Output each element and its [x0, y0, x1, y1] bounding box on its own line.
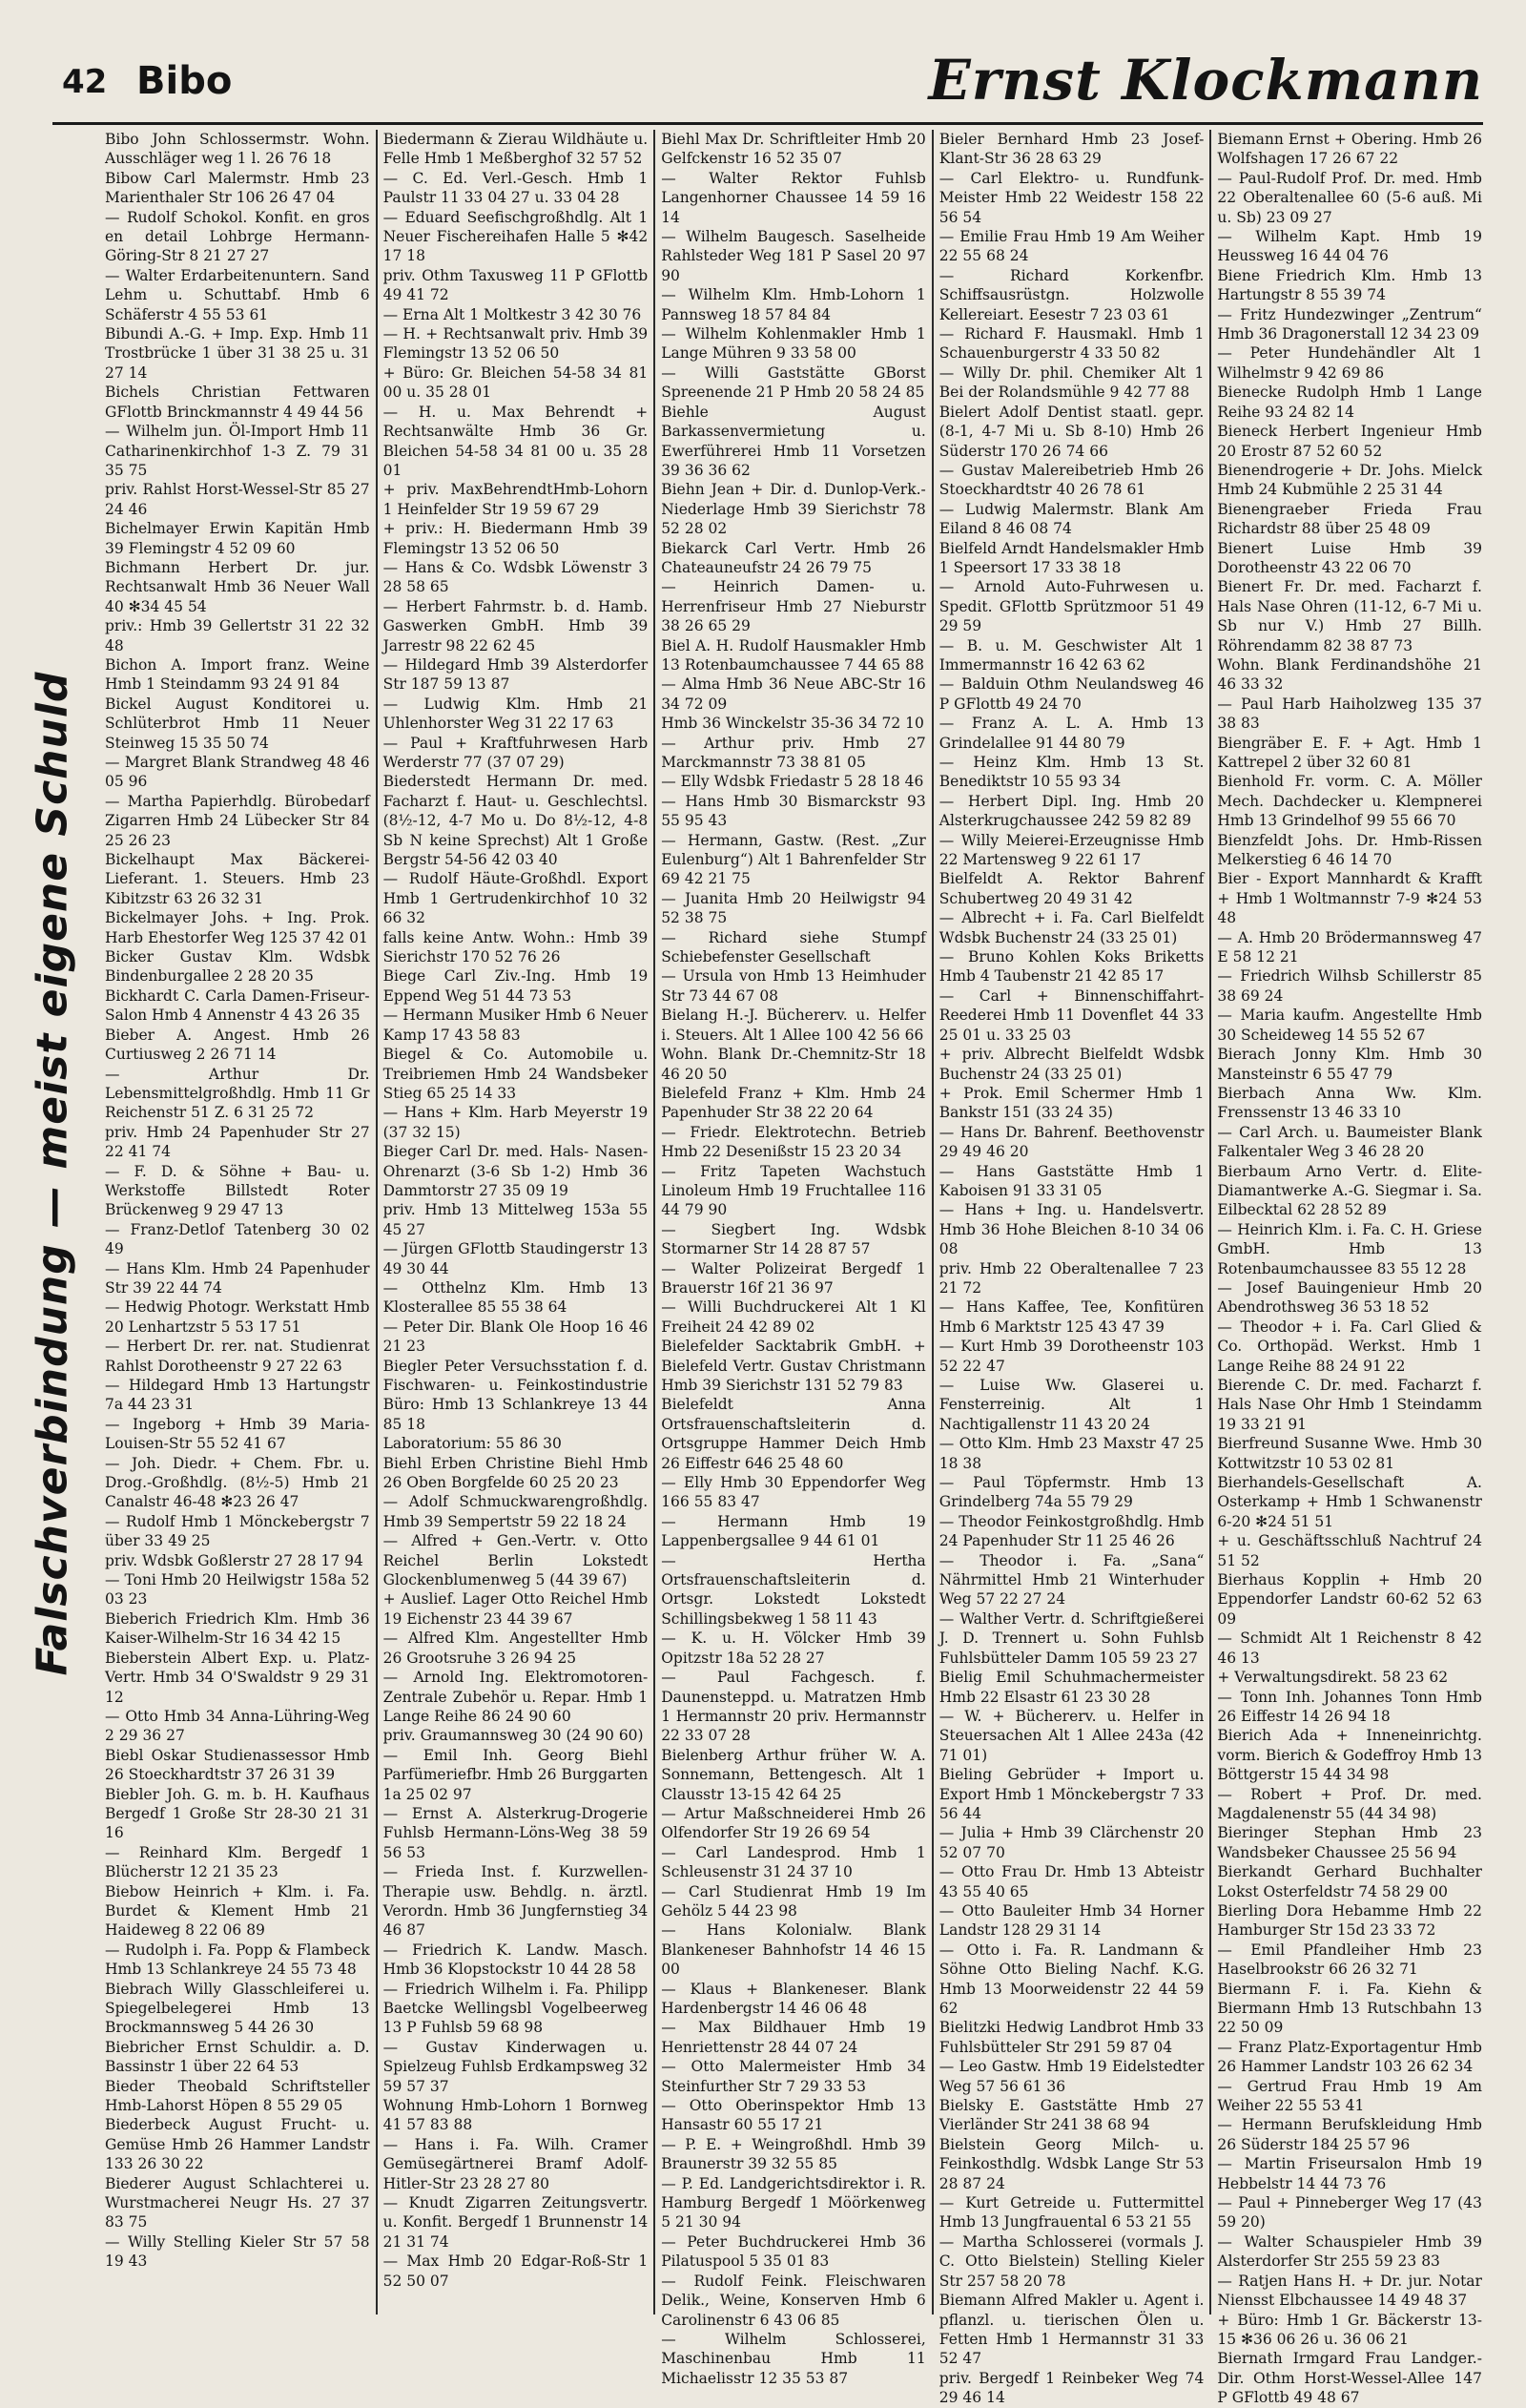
directory-entry: Bichon A. Import franz. Weine Hmb 1 Steindamm 93 24 91 84	[105, 655, 370, 694]
directory-entry: — Eduard Seefischgroßhdlg. Alt 1 Neuer Fischereihafen Halle 5 ✻42 17 18	[382, 208, 649, 265]
directory-entry: — Frieda Inst. f. Kurzwellen-Therapie usw. Behdlg. n. ärztl. Verordn. Hmb 36 Jungfernstieg 34 46 87	[382, 1863, 649, 1940]
directory-entry: Bienendrogerie + Dr. Johs. Mielck Hmb 24 Kubmühle 2 25 31 44	[1217, 461, 1482, 499]
directory-entry: — Otto Bauleiter Hmb 34 Horner Landstr 128 29 31 14	[938, 1901, 1205, 1940]
directory-entry: — A. Hmb 20 Brödermannsweg 47 E 58 12 21	[1217, 928, 1482, 966]
directory-entry: — Elly Hmb 30 Eppendorfer Weg 166 55 83 47	[661, 1474, 926, 1511]
directory-entry: — Richard siehe Stumpf Schiebefenster Gesellschaft	[661, 928, 926, 966]
directory-entry: Biederer August Schlachterei u. Wurstmacherei Neugr Hs. 27 37 83 75	[105, 2174, 370, 2232]
directory-entry: — Heinrich Damen- u. Herrenfriseur Hmb 27 Nieburstr 38 26 65 29	[661, 578, 926, 635]
directory-entry: — Hans Hmb 30 Bismarckstr 93 55 95 43	[661, 792, 926, 830]
directory-entry: Bieberich Friedrich Klm. Hmb 36 Kaiser-Wilhelm-Str 16 34 42 15	[105, 1609, 370, 1648]
directory-entry: — Klaus + Blankeneser. Blank Hardenbergstr 14 46 06 48	[661, 1980, 926, 2017]
directory-entry: Wohn. Blank Ferdinandshöhe 21 46 33 32	[1217, 655, 1482, 694]
directory-entry: Biegler Peter Versuchsstation f. d. Fischwaren- u. Feinkostindustrie Büro: Hmb 13 Schlankreye 13 44 85 18	[382, 1357, 649, 1433]
directory-entry: — Leo Gastw. Hmb 19 Eidelstedter Weg 57 56 61 36	[938, 2058, 1205, 2095]
directory-entry: — Otto Frau Dr. Hmb 13 Abteistr 43 55 40 65	[938, 1863, 1205, 1900]
directory-entry: — Rudolf Schokol. Konfit. en gros en detail Lohbrge Hermann-Göring-Str 8 21 27 27	[105, 208, 370, 265]
directory-entry: — Max Bildhauer Hmb 19 Henriettenstr 28 44 07 24	[661, 2019, 926, 2056]
directory-entry: — Emil Inh. Georg Biehl Parfümeriefbr. Hmb 26 Burggarten 1a 25 02 97	[382, 1746, 649, 1803]
directory-entry: — Schmidt Alt 1 Reichenstr 8 42 46 13	[1217, 1630, 1482, 1667]
directory-entry: — Ludwig Klm. Hmb 21 Uhlenhorster Weg 31 22 17 63	[382, 695, 649, 733]
directory-entry: — Rudolph i. Fa. Popp & Flambeck Hmb 13 Schlankreye 24 55 73 48	[105, 1941, 370, 1979]
page-name: Bibo	[136, 59, 233, 103]
directory-entry: Biel A. H. Rudolf Hausmakler Hmb 13 Rotenbaumchaussee 7 44 65 88	[661, 636, 926, 674]
directory-entry: Bieberstein Albert Exp. u. Platz-Vertr. Hmb 34 O'Swaldstr 9 29 31 12	[105, 1649, 370, 1706]
directory-entry: Biederstedt Hermann Dr. med. Facharzt f. Haut- u. Geschlechtsl. (8½-12, 4-7 Mo u. Do 8½-12, 4-8 Sb N keine Sprechst) Alt 1 Große Bergstr 54-56 42 03 40	[382, 773, 649, 869]
directory-entry: — Tonn Inh. Johannes Tonn Hmb 26 Eiffestr 14 26 94 18	[1217, 1688, 1482, 1725]
directory-entry: Biengräber E. F. + Agt. Hmb 1 Kattrepel 2 über 32 60 81	[1217, 734, 1482, 771]
directory-entry: — Herbert Fahrmstr. b. d. Hamb. Gaswerken GmbH. Hmb 39 Jarrestr 98 22 62 45	[382, 597, 649, 654]
directory-entry: — Franz-Detlof Tatenberg 30 02 49	[105, 1220, 370, 1258]
directory-entry: — Rudolf Feink. Fleischwaren Delik., Weine, Konserven Hmb 6 Carolinenstr 6 43 06 85	[661, 2272, 926, 2329]
directory-entry: Biebler Joh. G. m. b. H. Kaufhaus Bergedf 1 Große Str 28-30 21 31 16	[105, 1785, 370, 1842]
directory-entry: Biebl Oskar Studienassessor Hmb 26 Stoeckhardtstr 37 26 31 39	[105, 1746, 370, 1784]
column-3	[655, 130, 934, 2387]
directory-entry: — Ursula von Hmb 13 Heimhuder Str 73 44 67 08	[661, 967, 926, 1005]
directory-entry: Biehl Max Dr. Schriftleiter Hmb 20 Gelfckenstr 16 52 35 07	[661, 131, 926, 168]
directory-entry: — Josef Bauingenieur Hmb 20 Abendrothsweg 36 53 18 52	[1217, 1278, 1482, 1317]
directory-entry: — Friedr. Elektrotechn. Betrieb Hmb 22 Desenißstr 15 23 20 34	[661, 1123, 926, 1161]
directory-entry: — Carl Studienrat Hmb 19 Im Gehölz 5 44 23 98	[661, 1882, 926, 1920]
directory-entry: Bibow Carl Malermstr. Hmb 23 Marienthaler Str 106 26 47 04	[105, 169, 370, 207]
directory-entry: — Wilhelm Kohlenmakler Hmb 1 Lange Mühren 9 33 58 00	[661, 325, 926, 363]
directory-entry: — Arnold Ing. Elektromotoren-Zentrale Zubehör u. Repar. Hmb 1 Lange Reihe 86 24 90 60	[382, 1669, 649, 1725]
directory-entry: — Wilhelm Baugesch. Saselheide Rahlsteder Weg 181 P Sasel 20 97 90	[661, 228, 926, 284]
directory-entry: Bier - Export Mannhardt & Krafft + Hmb 1 Woltmannstr 7-9 ✻24 53 48	[1217, 870, 1482, 927]
directory-entry: Bieler Bernhard Hmb 23 Josef-Klant-Str 36 28 63 29	[938, 131, 1205, 168]
directory-entry: — Richard Korkenfbr. Schiffsausrüstgn. Holzwolle Kellereiart. Eesestr 7 23 03 61	[938, 266, 1205, 323]
directory-entry: — Paul-Rudolf Prof. Dr. med. Hmb 22 Oberaltenallee 60 (5-6 auß. Mi u. Sb) 23 09 27	[1217, 169, 1482, 226]
directory-entry: — Rudolf Hmb 1 Mönckebergstr 7 über 33 49 25	[105, 1512, 370, 1550]
directory-entry: — Otthelnz Klm. Hmb 13 Klosterallee 85 55 38 64	[382, 1278, 649, 1317]
directory-entry: — Hermann Hmb 19 Lappenbergsallee 9 44 61 01	[661, 1512, 926, 1550]
directory-entry: — Artur Maßschneiderei Hmb 26 Olfendorfer Str 19 26 69 54	[661, 1804, 926, 1842]
directory-entry: — Reinhard Klm. Bergedf 1 Blücherstr 12 21 35 23	[105, 1843, 370, 1881]
directory-entry: — Hans + Klm. Harb Meyerstr 19 (37 32 15)	[382, 1104, 649, 1141]
directory-entry: Bienecke Rudolph Hmb 1 Lange Reihe 93 24 82 14	[1217, 384, 1482, 421]
directory-entry: — Elly Wdsbk Friedastr 5 28 18 46	[661, 773, 924, 791]
directory-entry: Bielefelder Sacktabrik GmbH. + Bielefeld Vertr. Gustav Christmann Hmb 39 Sierichstr 131 52 79 83	[661, 1338, 926, 1394]
directory-entry: Bierbaum Arno Vertr. d. Elite-Diamantwerke A.-G. Siegmar i. Sa. Eilbecktal 62 28 52 89	[1217, 1162, 1482, 1219]
directory-entry: — Paul + Kraftfuhrwesen Harb Werderstr 77 (37 07 29)	[382, 734, 649, 771]
directory-entry: Biedermann & Zierau Wildhäute u. Felle Hmb 1 Meßberghof 32 57 52	[382, 131, 649, 168]
directory-entry: — Siegbert Ing. Wdsbk Stormarner Str 14 28 87 57	[661, 1220, 926, 1258]
directory-entry: — Willy Meierei-Erzeugnisse Hmb 22 Martensweg 9 22 61 17	[938, 831, 1205, 869]
directory-entry: + u. Geschäftsschluß Nachtruf 24 51 52	[1217, 1532, 1482, 1569]
directory-entry: — Franz A. L. A. Hmb 13 Grindelallee 91 44 80 79	[938, 715, 1205, 752]
directory-entry: — Joh. Diedr. + Chem. Fbr. u. Drog.-Großhdlg. (8½-5) Hmb 21 Canalstr 46-48 ✻23 26 47	[105, 1454, 370, 1511]
directory-entry: — Hermann Musiker Hmb 6 Neuer Kamp 17 43 58 83	[382, 1007, 649, 1044]
directory-entry: Wohn. Blank Dr.-Chemnitz-Str 18 46 20 50	[661, 1046, 926, 1083]
directory-entry: — Herbert Dipl. Ing. Hmb 20 Alsterkrugchaussee 242 59 82 89	[938, 792, 1205, 830]
directory-entry: Biene Friedrich Klm. Hmb 13 Hartungstr 8 55 39 74	[1217, 266, 1482, 304]
directory-entry: — Jürgen GFlottb Staudingerstr 13 49 30 44	[382, 1240, 649, 1277]
directory-entry: Bierkandt Gerhard Buchhalter Lokst Osterfeldstr 74 58 29 00	[1217, 1863, 1482, 1900]
directory-entry: falls keine Antw. Wohn.: Hmb 39 Sierichstr 170 52 76 26	[382, 928, 649, 966]
directory-entry: — Peter Buchdruckerei Hmb 36 Pilatuspool 5 35 01 83	[661, 2232, 926, 2271]
directory-entry: — Carl Arch. u. Baumeister Blank Falkentaler Weg 3 46 28 20	[1217, 1123, 1482, 1161]
directory-entry: Biemann Alfred Makler u. Agent i. pflanzl. u. tierischen Ölen u. Fetten Hmb 1 Hermannstr 31 33 52 47	[938, 2292, 1205, 2368]
directory-entry: — Otto Malermeister Hmb 34 Steinfurther Str 7 29 33 53	[661, 2058, 926, 2095]
directory-entry: — Paul + Pinneberger Weg 17 (43 59 20)	[1217, 2194, 1482, 2232]
directory-entry: Bibundi A.-G. + Imp. Exp. Hmb 11 Trostbrücke 1 über 31 38 25 u. 31 27 14	[105, 325, 370, 382]
directory-entry: Bickel August Konditorei u. Schlüterbrot Hmb 11 Neuer Steinweg 15 35 50 74	[105, 695, 370, 752]
directory-entry: — Walter Schauspieler Hmb 39 Alsterdorfer Str 255 59 23 83	[1217, 2232, 1482, 2271]
directory-entry: — Willy Dr. phil. Chemiker Alt 1 Bei der Rolandsmühle 9 42 77 88	[938, 363, 1205, 402]
directory-entry: — Willi Buchdruckerei Alt 1 Kl Freiheit 24 42 89 02	[661, 1298, 926, 1336]
directory-entry: + priv. MaxBehrendtHmb-Lohorn 1 Heinfelder Str 19 59 67 29	[382, 481, 649, 518]
page-number: 42	[62, 63, 108, 101]
directory-entry: Bienengraeber Frieda Frau Richardstr 88 über 25 48 09	[1217, 500, 1482, 538]
directory-entry: — Fritz Hundezwinger „Zentrum“ Hmb 36 Dragonerstall 12 34 23 09	[1217, 305, 1482, 343]
directory-entry: — Hermann, Gastw. (Rest. „Zur Eulenburg“) Alt 1 Bahrenfelder Str 69 42 21 75	[661, 831, 926, 888]
directory-entry: — Toni Hmb 20 Heilwigstr 158a 52 03 23	[105, 1571, 370, 1609]
directory-entry: — Paul Fachgesch. f. Daunensteppd. u. Matratzen Hmb 1 Hermannstr 20 priv. Hermannstr 22 33 07 28	[661, 1669, 926, 1745]
directory-entry: priv. Rahlst Horst-Wessel-Str 85 27 24 46	[105, 481, 370, 518]
directory-entry: — P. Ed. Landgerichtsdirektor i. R. Hamburg Bergedf 1 Möörkenweg 5 21 30 94	[661, 2174, 926, 2232]
directory-entry: Bielsky E. Gaststätte Hmb 27 Vierländer Str 241 38 68 94	[938, 2097, 1205, 2134]
directory-entry: Bierbach Anna Ww. Klm. Frenssenstr 13 46 33 10	[1217, 1084, 1482, 1122]
column-5	[1211, 130, 1488, 2407]
directory-entry: — Rudolf Häute-Großhdl. Export Hmb 1 Gertrudenkirchhof 10 32 66 32	[382, 870, 649, 927]
directory-entry: — Friedrich Wilhelm i. Fa. Philipp Baetcke Wellingsbl Vogelbeerweg 13 P Fuhlsb 59 68 98	[382, 1980, 649, 2037]
directory-entry: — Hildegard Hmb 39 Alsterdorfer Str 187 59 13 87	[382, 655, 649, 694]
directory-entry: — Hans Dr. Bahrenf. Beethovenstr 29 49 46 20	[938, 1123, 1205, 1161]
directory-entry: Bierfreund Susanne Wwe. Hmb 30 Kottwitzstr 10 53 02 81	[1217, 1435, 1482, 1472]
directory-entry: — Julia + Hmb 39 Clärchenstr 20 52 07 70	[938, 1824, 1205, 1861]
directory-entry: — Martha Schlosserei (vormals J. C. Otto Bielstein) Stelling Kieler Str 257 58 20 78	[938, 2232, 1205, 2290]
column-2	[378, 130, 656, 2315]
directory-entry: — Bruno Kohlen Koks Briketts Hmb 4 Taubenstr 21 42 85 17	[938, 948, 1205, 986]
directory-entry: — Hildegard Hmb 13 Hartungstr 7a 44 23 31	[105, 1377, 370, 1414]
directory-entry: — Hermann Berufskleidung Hmb 26 Süderstr 184 25 57 96	[1217, 2116, 1482, 2153]
directory-entry: — H. + Rechtsanwalt priv. Hmb 39 Flemingstr 13 52 06 50	[382, 325, 649, 363]
directory-entry: — Max Hmb 20 Edgar-Roß-Str 1 52 50 07	[382, 2252, 649, 2290]
directory-entry: — Balduin Othm Neulandsweg 46 P GFlottb 49 24 70	[938, 675, 1205, 713]
directory-entry: Bienzfeldt Johs. Dr. Hmb-Rissen Melkerstieg 6 46 14 70	[1217, 831, 1482, 869]
directory-entry: Biebow Heinrich + Klm. i. Fa. Burdet & Klement Hmb 21 Haideweg 8 22 06 89	[105, 1882, 370, 1940]
directory-entry: + Büro: Gr. Bleichen 54-58 34 81 00 u. 35 28 01	[382, 363, 649, 402]
directory-entry: Biehle August Barkassenvermietung u. Ewerführerei Hmb 11 Vorsetzen 39 36 36 62	[661, 403, 926, 479]
directory-entry: Bielfeld Arndt Handelsmakler Hmb 1 Speersort 17 33 38 18	[938, 539, 1205, 576]
directory-entry: — Paul Töpfermstr. Hmb 13 Grindelberg 74a 55 79 29	[938, 1474, 1205, 1511]
directory-entry: Bielitzki Hedwig Landbrot Hmb 33 Fuhlsbütteler Str 291 59 87 04	[938, 2019, 1205, 2056]
directory-entry: Bicker Gustav Klm. Wdsbk Bindenburgallee 2 28 20 35	[105, 948, 370, 986]
directory-entry: — Maria kaufm. Angestellte Hmb 30 Scheideweg 14 55 52 67	[1217, 1007, 1482, 1044]
directory-entry: Bickelmayer Johs. + Ing. Prok. Harb Ehestorfer Weg 125 37 42 01	[105, 909, 370, 946]
directory-entry: — P. E. + Weingroßhdl. Hmb 39 Braunerstr 39 32 55 85	[661, 2135, 926, 2173]
directory-entry: — Ratjen Hans H. + Dr. jur. Notar Niensst Elbchaussee 14 49 48 37	[1217, 2272, 1482, 2310]
directory-entry: Bierach Jonny Klm. Hmb 30 Mansteinstr 6 55 47 79	[1217, 1046, 1482, 1083]
directory-entry: — Richard F. Hausmakl. Hmb 1 Schauenburgerstr 4 33 50 82	[938, 325, 1205, 363]
directory-entry: — Hans Gaststätte Hmb 1 Kaboisen 91 33 31 05	[938, 1162, 1205, 1199]
directory-entry: Bierhaus Kopplin + Hmb 20 Eppendorfer Landstr 60-62 52 63 09	[1217, 1571, 1482, 1628]
directory-entry: Bierling Dora Hebamme Hmb 22 Hamburger Str 15d 23 33 72	[1217, 1901, 1482, 1940]
directory-entry: — Willi Gaststätte GBorst Spreenende 21 P Hmb 20 58 24 85	[661, 363, 926, 402]
directory-entry: — Walter Rektor Fuhlsb Langenhorner Chaussee 14 59 16 14	[661, 169, 926, 226]
directory-entry: — Hertha Ortsfrauenschaftsleiterin d. Ortsgr. Lokstedt Lokstedt Schillingsbekweg 1 58 11 43	[661, 1551, 926, 1628]
directory-entry: — Hedwig Photogr. Werkstatt Hmb 20 Lenhartzstr 5 53 17 51	[105, 1298, 370, 1336]
directory-entry: — Walther Vertr. d. Schriftgießerei J. D. Trennert u. Sohn Fuhlsb Fuhlsbütteler Damm 105 59 23 27	[938, 1609, 1205, 1667]
directory-entry: — Carl Landesprod. Hmb 1 Schleusenstr 31 24 37 10	[661, 1843, 926, 1881]
directory-entry: — Heinz Klm. Hmb 13 St. Benediktstr 10 55 93 34	[938, 754, 1205, 791]
directory-entry: + Verwaltungsdirekt. 58 23 62	[1217, 1669, 1449, 1687]
directory-entry: Bickelhaupt Max Bäckerei-Lieferant. 1. Steuers. Hmb 23 Kibitzstr 63 26 32 31	[105, 851, 370, 907]
directory-entry: — Emil Pfandleiher Hmb 23 Haselbrookstr 66 26 32 71	[1217, 1941, 1482, 1979]
directory-entry: — Knudt Zigarren Zeitungsvertr. u. Konfit. Bergedf 1 Brunnenstr 14 21 31 74	[382, 2194, 649, 2251]
directory-columns	[57, 130, 1488, 2407]
directory-entry: — Otto Klm. Hmb 23 Maxstr 47 25 18 38	[938, 1435, 1205, 1472]
directory-entry: priv. Hmb 24 Papenhuder Str 27 22 41 74	[105, 1123, 370, 1161]
directory-entry: — Friedrich K. Landw. Masch. Hmb 36 Klopstockstr 10 44 28 58	[382, 1941, 649, 1979]
directory-entry: Bieringer Stephan Hmb 23 Wandsbeker Chaussee 25 56 94	[1217, 1824, 1482, 1861]
directory-entry: — Arnold Auto-Fuhrwesen u. Spedit. GFlottb Sprützmoor 51 49 29 59	[938, 578, 1205, 635]
directory-entry: + Büro: Hmb 1 Gr. Bäckerstr 13-15 ✻36 06 26 u. 36 06 21	[1217, 2311, 1482, 2348]
directory-entry: — Herbert Dr. rer. nat. Studienrat Rahlst Dorotheenstr 9 27 22 63	[105, 1338, 370, 1375]
directory-entry: — Alma Hmb 36 Neue ABC-Str 16 34 72 09	[661, 675, 926, 713]
directory-entry: — Otto Oberinspektor Hmb 13 Hansastr 60 55 17 21	[661, 2097, 926, 2134]
directory-entry: Bielenberg Arthur früher W. A. Sonnemann, Bettengesch. Alt 1 Clausstr 13-15 42 64 25	[661, 1746, 926, 1803]
directory-entry: — Hans & Co. Wdsbk Löwenstr 3 28 58 65	[382, 558, 649, 596]
directory-entry: — Theodor i. Fa. „Sana“ Nährmittel Hmb 21 Winterhuder Weg 57 22 27 24	[938, 1551, 1205, 1609]
directory-entry: Biebrach Willy Glasschleiferei u. Spiegelbelegerei Hmb 13 Brockmannsweg 5 44 26 30	[105, 1980, 370, 2037]
directory-entry: — Theodor Feinkostgroßhdlg. Hmb 24 Papenhuder Str 11 25 46 26	[938, 1512, 1205, 1550]
directory-entry: Bierich Ada + Inneneinrichtg. vorm. Bierich & Godeffroy Hmb 13 Böttgerstr 15 44 34 98	[1217, 1727, 1482, 1784]
directory-entry: Bielang H.-J. Büchererv. u. Helfer i. Steuers. Alt 1 Allee 100 42 56 66	[661, 1007, 926, 1044]
directory-entry: — Walter Polizeirat Bergedf 1 Brauerstr 16f 21 36 97	[661, 1259, 926, 1297]
directory-entry: — Wilhelm Schlosserei, Maschinenbau Hmb 11 Michaelisstr 12 35 53 87	[661, 2330, 926, 2387]
directory-entry: — Otto Hmb 34 Anna-Lühring-Weg 2 29 36 27	[105, 1707, 370, 1745]
directory-entry: — C. Ed. Verl.-Gesch. Hmb 1 Paulstr 11 33 04 27 u. 33 04 28	[382, 169, 649, 207]
directory-entry: — Martha Papierhdlg. Bürobedarf Zigarren Hmb 24 Lübecker Str 84 25 26 23	[105, 792, 370, 849]
directory-entry: — Gustav Malereibetrieb Hmb 26 Stoeckhardtstr 40 26 78 61	[938, 461, 1205, 499]
directory-entry: — Heinrich Klm. i. Fa. C. H. Griese GmbH. Hmb 13 Rotenbaumchaussee 83 55 12 28	[1217, 1220, 1482, 1277]
directory-entry: — Theodor + i. Fa. Carl Glied & Co. Orthopäd. Werkst. Hmb 1 Lange Reihe 88 24 91 22	[1217, 1318, 1482, 1375]
directory-entry: Bielstein Georg Milch- u. Feinkosthdlg. Wdsbk Lange Str 53 28 87 24	[938, 2135, 1205, 2192]
directory-entry: Bichels Christian Fettwaren GFlottb Brinckmannstr 4 49 44 56	[105, 384, 370, 421]
directory-entry: — Martin Friseursalon Hmb 19 Hebbelstr 14 44 73 76	[1217, 2155, 1482, 2192]
directory-entry: — Albrecht + i. Fa. Carl Bielfeldt Wdsbk Buchenstr 24 (33 25 01)	[938, 909, 1205, 946]
directory-entry: — Luise Ww. Glaserei u. Fensterreinig. Alt 1 Nachtigallenstr 11 43 20 24	[938, 1377, 1205, 1433]
directory-entry: — Hans Kolonialw. Blank Blankeneser Bahnhofstr 14 46 15 00	[661, 1921, 926, 1979]
directory-entry: — Alfred Klm. Angestellter Hmb 26 Grootsruhe 3 26 94 25	[382, 1630, 649, 1667]
directory-entry: Biernath Irmgard Frau Landger.-Dir. Othm Horst-Wessel-Allee 147 P GFlottb 49 48 67	[1217, 2350, 1482, 2407]
side-ad-text: Falschverbindung — meist eigene Schuld	[28, 671, 77, 1676]
directory-entry: Hmb 36 Winckelstr 35-36 34 72 10	[661, 715, 924, 733]
directory-entry: + Prok. Emil Schermer Hmb 1 Bankstr 151 (33 24 35)	[938, 1084, 1205, 1122]
directory-entry: + priv. Albrecht Bielfeldt Wdsbk Buchenstr 24 (33 25 01)	[938, 1046, 1205, 1083]
directory-entry: — Peter Dir. Blank Ole Hoop 16 46 21 23	[382, 1318, 649, 1356]
column-1	[57, 130, 378, 2315]
directory-entry: — Ludwig Malermstr. Blank Am Eiland 8 46 08 74	[938, 500, 1205, 538]
directory-entry: — Arthur priv. Hmb 27 Marckmannstr 73 38 81 05	[661, 734, 926, 771]
directory-entry: Biekarck Carl Vertr. Hmb 26 Chateauneufstr 24 26 79 75	[661, 539, 926, 576]
directory-entry: Bielefeld Franz + Klm. Hmb 24 Papenhuder Str 38 22 20 64	[661, 1084, 926, 1122]
directory-entry: — Kurt Hmb 39 Dorotheenstr 103 52 22 47	[938, 1338, 1205, 1375]
directory-entry: priv.: Hmb 39 Gellertstr 31 22 32 48	[105, 617, 370, 654]
directory-entry: — Gertrud Frau Hmb 19 Am Weiher 22 55 53 41	[1217, 2077, 1482, 2115]
directory-entry: — Paul Harb Haiholzweg 135 37 38 83	[1217, 695, 1482, 733]
directory-entry: priv. Wdsbk Goßlerstr 27 28 17 94	[105, 1551, 363, 1569]
directory-entry: Biehn Jean + Dir. d. Dunlop-Verk.-Niederlage Hmb 39 Sierichstr 78 52 28 02	[661, 481, 926, 538]
directory-entry: — F. D. & Söhne + Bau- u. Werkstoffe Billstedt Roter Brückenweg 9 29 47 13	[105, 1162, 370, 1219]
directory-entry: Bickhardt C. Carla Damen-Friseur-Salon Hmb 4 Annenstr 4 43 26 35	[105, 986, 370, 1025]
directory-entry: Bieling Gebrüder + Import u. Export Hmb 1 Mönckebergstr 7 33 56 44	[938, 1766, 1205, 1822]
directory-entry: Bieder Theobald Schriftsteller Hmb-Lahorst Höpen 8 55 29 05	[105, 2077, 370, 2115]
directory-entry: — Hans + Ing. u. Handelsvertr. Hmb 36 Hohe Bleichen 8-10 34 06 08	[938, 1201, 1205, 1258]
directory-entry: Bienhold Fr. vorm. C. A. Möller Mech. Dachdecker u. Klempnerei Hmb 13 Grindelhof 99 55 66 70	[1217, 773, 1482, 830]
directory-entry: Bieneck Herbert Ingenieur Hmb 20 Erostr 87 52 60 52	[1217, 423, 1482, 460]
directory-entry: Biegel & Co. Automobile u. Treibriemen Hmb 24 Wandsbeker Stieg 65 25 14 33	[382, 1046, 649, 1102]
directory-entry: priv. Graumannsweg 30 (24 90 60)	[382, 1727, 644, 1745]
directory-entry: Biederbeck August Frucht- u. Gemüse Hmb 26 Hammer Landstr 133 26 30 22	[105, 2116, 370, 2173]
directory-entry: Bienert Fr. Dr. med. Facharzt f. Hals Nase Ohren (11-12, 6-7 Mi u. Sb nur V.) Hmb 27 Billh. Röhrendamm 82 38 87 73	[1217, 578, 1482, 654]
directory-entry: — Otto i. Fa. R. Landmann & Söhne Otto Bieling Nachf. K.G. Hmb 13 Moorweidenstr 22 44 59 62	[938, 1941, 1205, 2017]
directory-entry: — Walter Erdarbeitenuntern. Sand Lehm u. Schuttabf. Hmb 6 Schäferstr 4 55 53 61	[105, 266, 370, 323]
directory-entry: Bibo John Schlossermstr. Wohn. Ausschläger weg 1 l. 26 76 18	[105, 131, 370, 168]
directory-entry: — Hans Kaffee, Tee, Konfitüren Hmb 6 Marktstr 125 43 47 39	[938, 1298, 1205, 1336]
directory-entry: Bieber A. Angest. Hmb 26 Curtiusweg 2 26 71 14	[105, 1026, 370, 1064]
directory-entry: Bielig Emil Schuhmachermeister Hmb 22 Elsastr 61 23 30 28	[938, 1669, 1205, 1706]
directory-entry: Bierhandels-Gesellschaft A. Osterkamp + Hmb 1 Schwanenstr 6-20 ✻24 51 51	[1217, 1474, 1482, 1530]
column-4	[934, 130, 1212, 2407]
logo-wordmark: Ernst Klockmann	[928, 48, 1483, 113]
directory-entry: — Juanita Hmb 20 Heilwigstr 94 52 38 75	[661, 889, 926, 927]
directory-entry: Laboratorium: 55 86 30	[382, 1435, 562, 1453]
directory-entry: Wohnung Hmb-Lohorn 1 Bornweg 41 57 83 88	[382, 2097, 649, 2134]
directory-entry: — Wilhelm jun. Öl-Import Hmb 11 Catharinenkirchhof 1-3 Z. 79 31 35 75	[105, 423, 370, 479]
directory-entry: — Friedrich Wilhsb Schillerstr 85 38 69 24	[1217, 967, 1482, 1005]
directory-entry: — Arthur Dr. Lebensmittelgroßhdlg. Hmb 11 Gr Reichenstr 51 Z. 6 31 25 72	[105, 1065, 370, 1122]
directory-entry: — Emilie Frau Hmb 19 Am Weiher 22 55 68 24	[938, 228, 1205, 265]
directory-entry: priv. Bergedf 1 Reinbeker Weg 74 29 46 14	[938, 2369, 1205, 2407]
directory-entry: Bieger Carl Dr. med. Hals- Nasen- Ohrenarzt (3-6 Sb 1-2) Hmb 36 Dammtorstr 27 35 09 19	[382, 1143, 649, 1199]
directory-entry: — Willy Stelling Kieler Str 57 58 19 43	[105, 2232, 370, 2271]
directory-entry: — Wilhelm Klm. Hmb-Lohorn 1 Pannsweg 18 57 84 84	[661, 286, 926, 323]
directory-entry: — Hans i. Fa. Wilh. Cramer Gemüsegärtnerei Bramf Adolf-Hitler-Str 23 28 27 80	[382, 2135, 649, 2192]
directory-entry: priv. Hmb 22 Oberaltenallee 7 23 21 72	[938, 1259, 1205, 1297]
directory-entry: Biebricher Ernst Schuldir. a. D. Bassinstr 1 über 22 64 53	[105, 2038, 370, 2076]
directory-entry: — Fritz Tapeten Wachstuch Linoleum Hmb 19 Fruchtallee 116 44 79 90	[661, 1162, 926, 1219]
directory-entry: Bichelmayer Erwin Kapitän Hmb 39 Flemingstr 4 52 09 60	[105, 520, 370, 557]
directory-entry: Biemann Ernst + Obering. Hmb 26 Wolfshagen 17 26 67 22	[1217, 131, 1482, 168]
directory-entry: priv. Hmb 13 Mittelweg 153a 55 45 27	[382, 1201, 649, 1238]
directory-entry: + priv.: H. Biedermann Hmb 39 Flemingstr 13 52 06 50	[382, 520, 649, 557]
directory-entry: Biehl Erben Christine Biehl Hmb 26 Oben Borgfelde 60 25 20 23	[382, 1454, 649, 1492]
directory-entry: — Margret Blank Strandweg 48 46 05 96	[105, 754, 370, 791]
directory-entry: — Hans Klm. Hmb 24 Papenhuder Str 39 22 44 74	[105, 1259, 370, 1297]
directory-entry: — Carl Elektro- u. Rundfunk-Meister Hmb 22 Weidestr 158 22 56 54	[938, 169, 1205, 226]
directory-entry: Bichmann Herbert Dr. jur. Rechtsanwalt Hmb 36 Neuer Wall 40 ✻34 45 54	[105, 558, 370, 615]
directory-entry: Bielefeldt Anna Ortsfrauenschaftsleiterin d. Ortsgruppe Hammer Deich Hmb 26 Eiffestr 646 25 48 60	[661, 1396, 926, 1472]
directory-entry: — Adolf Schmuckwarengroßhdlg. Hmb 39 Sempertstr 59 22 18 24	[382, 1493, 649, 1530]
directory-entry: — B. u. M. Geschwister Alt 1 Immermannstr 16 42 63 62	[938, 636, 1205, 674]
directory-entry: — Alfred + Gen.-Vertr. v. Otto Reichel Berlin Lokstedt Glockenblumenweg 5 (44 39 67)	[382, 1532, 649, 1589]
directory-entry: — K. u. H. Völcker Hmb 39 Opitzstr 18a 52 28 27	[661, 1630, 926, 1667]
directory-entry: — Peter Hundehändler Alt 1 Wilhelmstr 9 42 69 86	[1217, 344, 1482, 382]
directory-entry: — W. + Büchererv. u. Helfer in Steuersachen Alt 1 Allee 243a (42 71 01)	[938, 1707, 1205, 1764]
directory-entry: — Kurt Getreide u. Futtermittel Hmb 13 Jungfrauental 6 53 21 55	[938, 2194, 1205, 2232]
directory-entry: — Carl + Binnenschiffahrt-Reederei Hmb 11 Dovenflet 44 33 25 01 u. 33 25 03	[938, 986, 1205, 1044]
page-header	[52, 48, 1483, 125]
directory-entry: Bienert Luise Hmb 39 Dorotheenstr 43 22 06 70	[1217, 539, 1482, 576]
directory-entry: — Franz Platz-Exportagentur Hmb 26 Hammer Landstr 103 26 62 34	[1217, 2038, 1482, 2076]
directory-entry: Biege Carl Ziv.-Ing. Hmb 19 Eppend Weg 51 44 73 53	[382, 967, 649, 1005]
directory-entry: — H. u. Max Behrendt + Rechtsanwälte Hmb 36 Gr. Bleichen 54-58 34 81 00 u. 35 28 01	[382, 403, 649, 479]
directory-entry: Bierende C. Dr. med. Facharzt f. Hals Nase Ohr Hmb 1 Steindamm 19 33 21 91	[1217, 1377, 1482, 1433]
directory-entry: — Robert + Prof. Dr. med. Magdalenenstr 55 (44 34 98)	[1217, 1785, 1482, 1822]
directory-entry: — Gustav Kinderwagen u. Spielzeug Fuhlsb Erdkampsweg 32 59 57 37	[382, 2038, 649, 2095]
directory-entry: — Ernst A. Alsterkrug-Drogerie Fuhlsb Hermann-Löns-Weg 38 59 56 53	[382, 1804, 649, 1861]
directory-entry: Biermann F. i. Fa. Kiehn & Biermann Hmb 13 Rutschbahn 13 22 50 09	[1217, 1980, 1482, 2037]
directory-entry: — Erna Alt 1 Moltkestr 3 42 30 76	[382, 305, 642, 323]
directory-entry: — Wilhelm Kapt. Hmb 19 Heussweg 16 44 04 76	[1217, 228, 1482, 265]
directory-entry: + Auslief. Lager Otto Reichel Hmb 19 Eichenstr 23 44 39 67	[382, 1590, 649, 1628]
directory-entry: Bielfeldt A. Rektor Bahrenf Schubertweg 20 49 31 42	[938, 870, 1205, 907]
directory-entry: Bielert Adolf Dentist staatl. gepr. (8-1, 4-7 Mi u. Sb 8-10) Hmb 26 Süderstr 170 26 74 66	[938, 403, 1205, 460]
directory-entry: priv. Othm Taxusweg 11 P GFlottb 49 41 72	[382, 266, 649, 304]
directory-entry: — Ingeborg + Hmb 39 Maria-Louisen-Str 55 52 41 67	[105, 1415, 370, 1453]
